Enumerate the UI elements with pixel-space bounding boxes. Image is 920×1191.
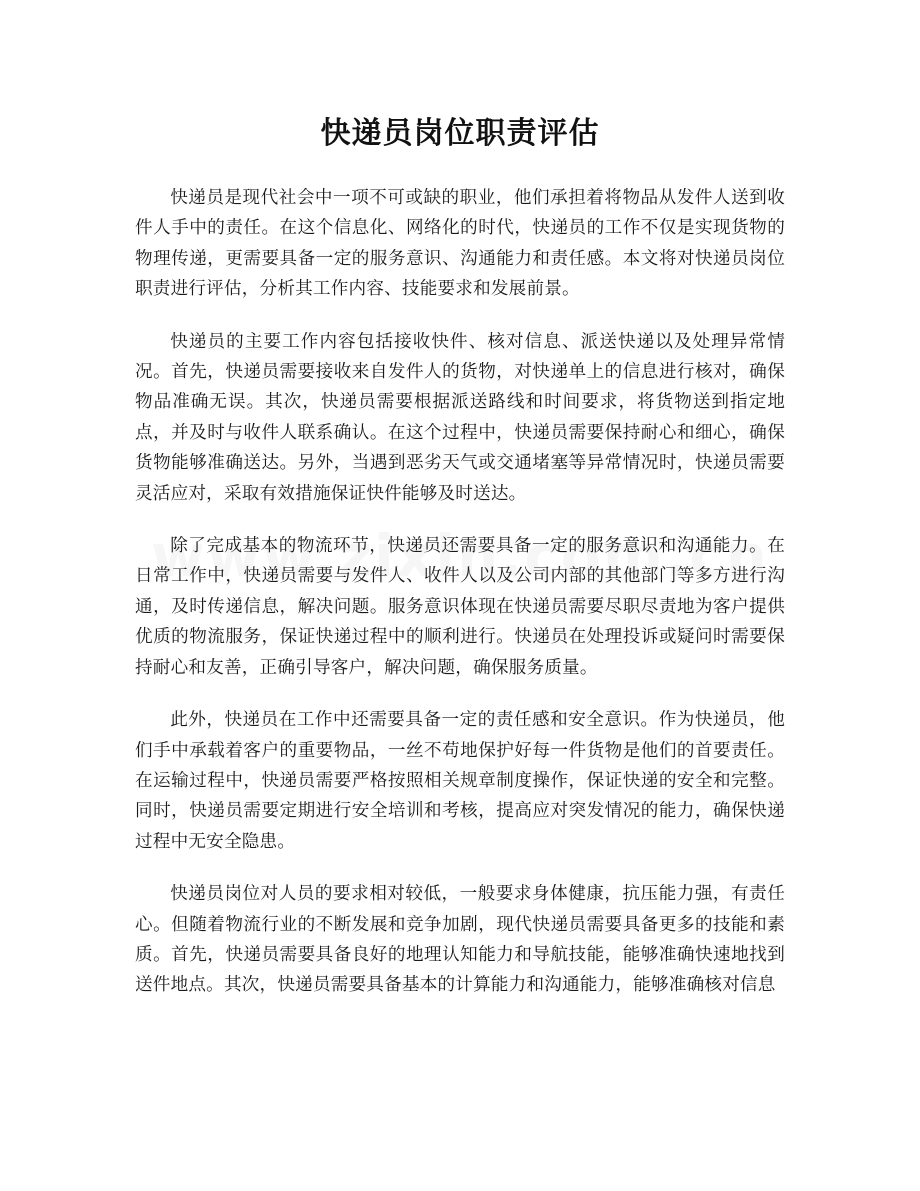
paragraph-1: 快递员是现代社会中一项不可或缺的职业，他们承担着将物品从发件人送到收件人手中的责任。在这个信息化、网络化的时代，快递员的工作不仅是实现货物的物理传递，更需要具备一定的服务意识、沟通能力和责任感。本文将对快递员岗位职责进行评估，分析其工作内容、技能要求和发展前景。	[135, 188, 785, 300]
paragraph-4: 此外，快递员在工作中还需要具备一定的责任感和安全意识。作为快递员，他们手中承载着客户的重要物品，一丝不苟地保护好每一件货物是他们的首要责任。在运输过程中，快递员需要严格按照相关规章制度操作，保证快递的安全和完整。同时，快递员需要定期进行安全培训和考核，提高应对突发情况的能力，确保快递过程中无安全隐患。	[135, 710, 785, 852]
document-body	[135, 183, 785, 1023]
paragraph-3: 除了完成基本的物流环节，快递员还需要具备一定的服务意识和沟通能力。在日常工作中，快递员需要与发件人、收件人以及公司内部的其他部门等多方进行沟通，及时传递信息，解决问题。服务意识体现在快递员需要尽职尽责地为客户提供优质的物流服务，保证快递过程中的顺利进行。快递员在处理投诉或疑问时需要保持耐心和友善，正确引导客户，解决问题，确保服务质量。	[135, 536, 785, 678]
paragraph-5: 快递员岗位对人员的要求相对较低，一般要求身体健康，抗压能力强，有责任心。但随着物流行业的不断发展和竞争加剧，现代快递员需要具备更多的技能和素质。首先，快递员需要具备良好的地理认知能力和导航技能，能够准确快速地找到送件地点。其次，快递员需要具备基本的计算能力和沟通能力，能够准确核对信息	[135, 884, 785, 996]
document-title: 快递员岗位职责评估	[320, 116, 600, 151]
paragraph-2: 快递员的主要工作内容包括接收快件、核对信息、派送快递以及处理异常情况。首先，快递员需要接收来自发件人的货物，对快递单上的信息进行核对，确保物品准确无误。其次，快递员需要根据派送路线和时间要求，将货物送到指定地点，并及时与收件人联系确认。在这个过程中，快递员需要保持耐心和细心，确保货物能够准确送达。另外，当遇到恶劣天气或交通堵塞等异常情况时，快递员需要灵活应对，采取有效措施保证快件能够及时送达。	[135, 331, 785, 504]
